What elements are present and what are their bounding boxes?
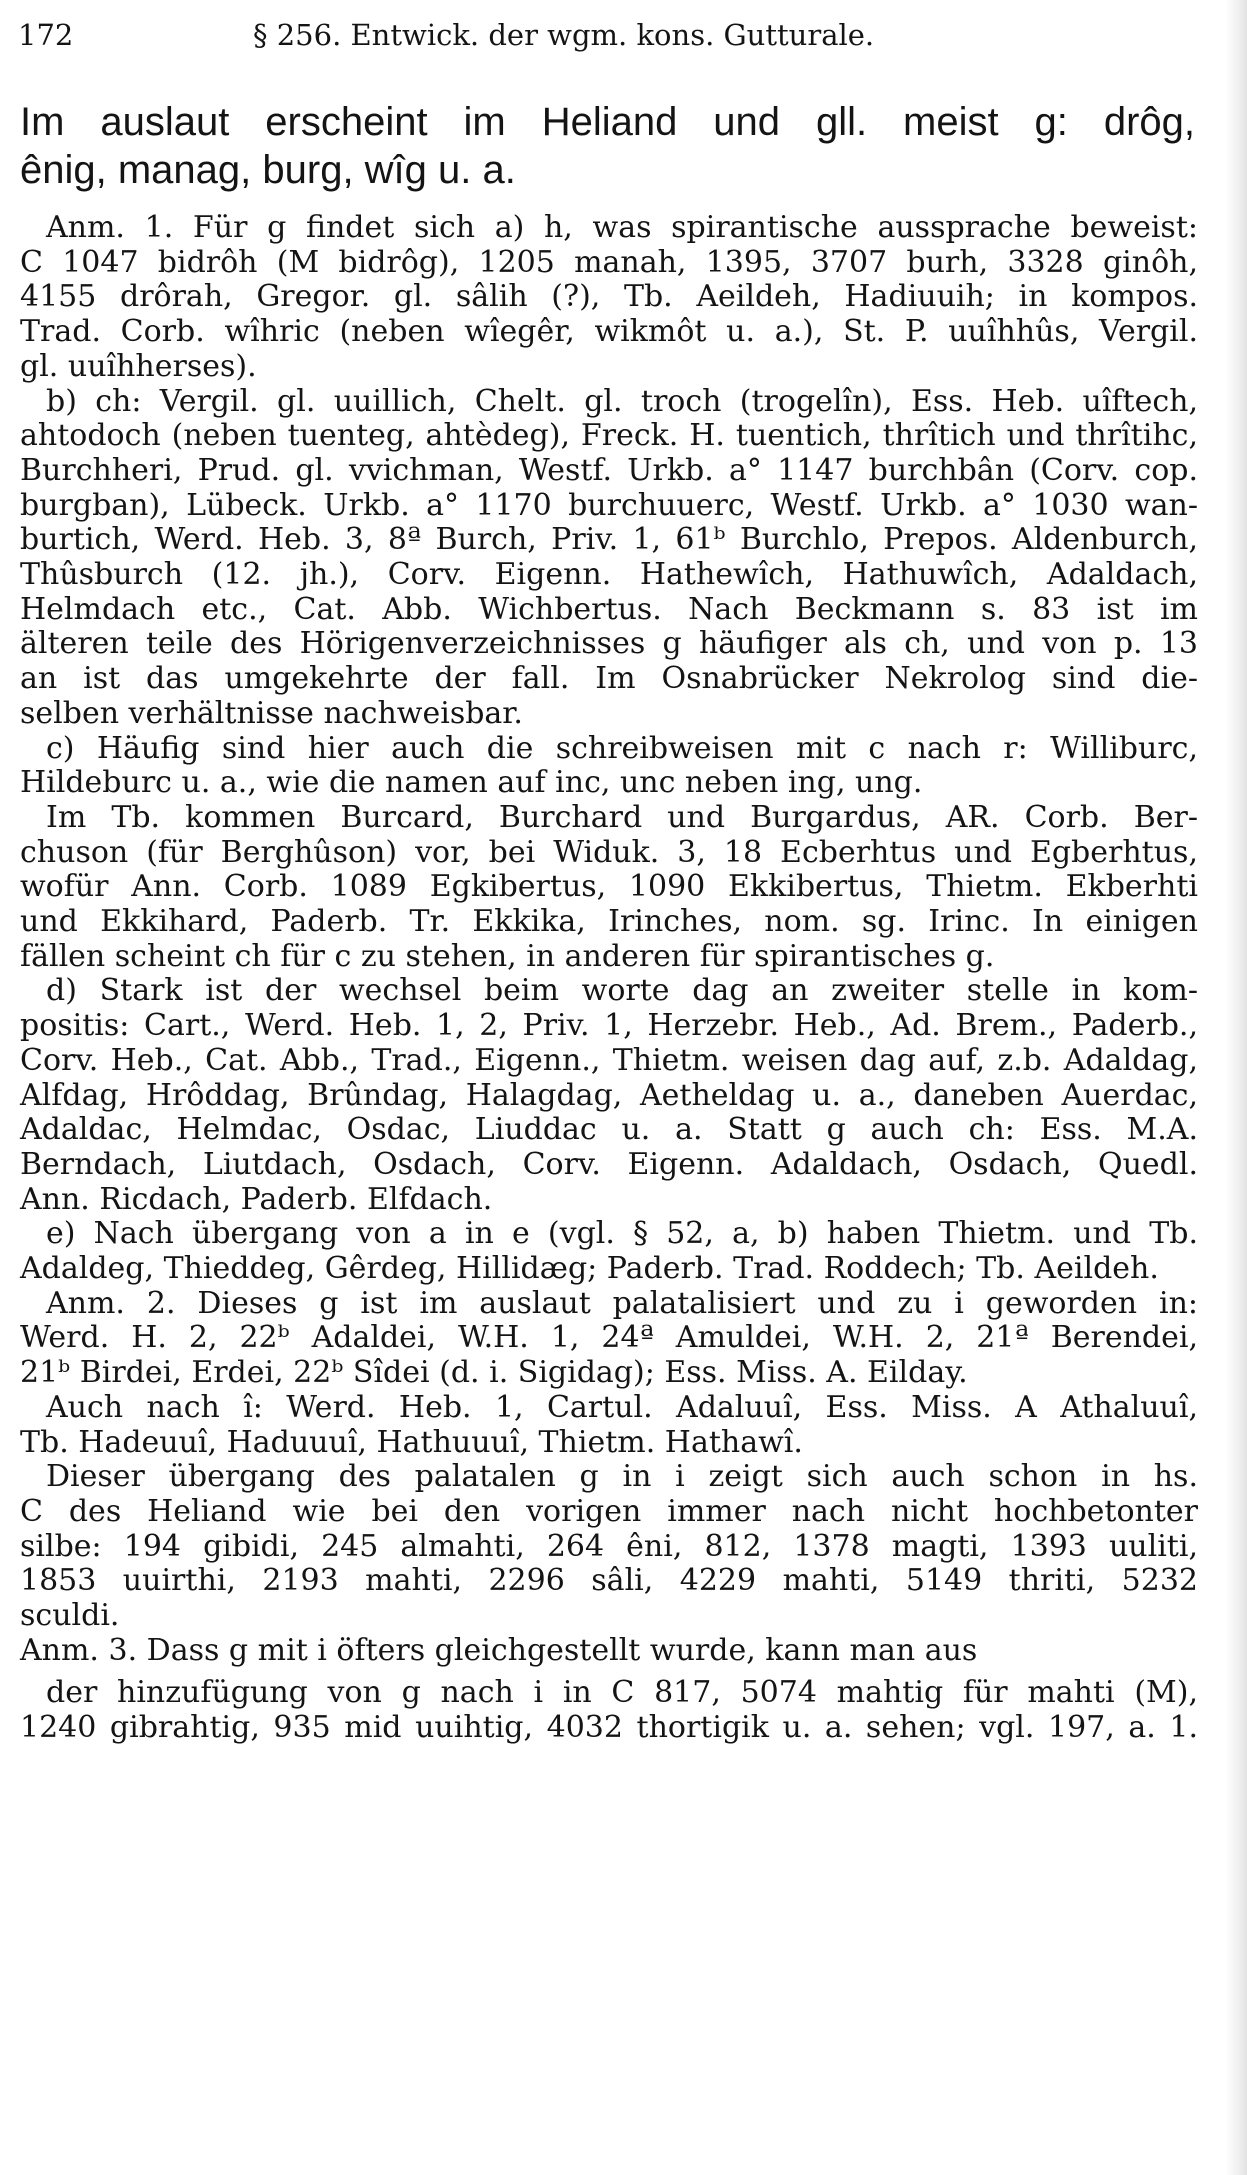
page-number: 172 xyxy=(18,18,74,52)
text-line: fällen scheint ch für c zu stehen, in anderen für spirantisches g. xyxy=(20,939,995,974)
lead-paragraph xyxy=(20,98,1195,194)
text-line: sculdi. xyxy=(20,1598,120,1633)
text-line: Corv. Heb., Cat. Abb., Trad., Eigenn., Thietm. weisen dag auf, z.b. Adaldag, xyxy=(20,1043,1198,1078)
text-line: Anm. 2. Dieses g ist im auslaut palatalisiert und zu i geworden in: xyxy=(46,1286,1198,1321)
text-line: Tb. Hadeuuî, Haduuuî, Hathuuuî, Thietm. Hathawî. xyxy=(20,1425,803,1460)
text-line: 4155 drôrah, Gregor. gl. sâlih (?), Tb. Aeildeh, Hadiuuih; in kompos. xyxy=(20,279,1198,314)
text-line: Helmdach etc., Cat. Abb. Wichbertus. Nach Beckmann s. 83 ist im xyxy=(20,592,1198,627)
text-line: 1240 gibrahtig, 935 mid uuihtig, 4032 thortigik u. a. sehen; vgl. 197, a. 1. xyxy=(20,1710,1198,1745)
text-line: Anm. 3. Dass g mit i öfters gleichgestellt wurde, kann man aus xyxy=(20,1633,978,1668)
lead-line: ênig, manag, burg, wîg u. a. xyxy=(20,148,516,192)
text-line: und Ekkihard, Paderb. Tr. Ekkika, Irinches, nom. sg. Irinc. In einigen xyxy=(20,904,1198,939)
text-line: c) Häufig sind hier auch die schreibweisen mit c nach r: Williburc, xyxy=(46,731,1198,766)
text-line: Burchheri, Prud. gl. vvichman, Westf. Urkb. a° 1147 burchbân (Corv. cop. xyxy=(20,453,1198,488)
text-line: e) Nach übergang von a in e (vgl. § 52, a, b) haben Thietm. und Tb. xyxy=(46,1216,1198,1251)
text-line: Alfdag, Hrôddag, Brûndag, Halagdag, Aetheldag u. a., daneben Auerdac, xyxy=(20,1078,1198,1113)
text-line: chuson (für Berghûson) vor, bei Widuk. 3, 18 Ecberhtus und Egberhtus, xyxy=(20,835,1198,870)
text-line: Thûsburch (12. jh.), Corv. Eigenn. Hathewîch, Hathuwîch, Adaldach, xyxy=(20,557,1198,592)
text-line: b) ch: Vergil. gl. uuillich, Chelt. gl. troch (trogelîn), Ess. Heb. uîftech, xyxy=(46,384,1198,419)
text-line: Werd. H. 2, 22ᵇ Adaldei, W.H. 1, 24ª Amuldei, W.H. 2, 21ª Berendei, xyxy=(20,1320,1198,1355)
text-line: silbe: 194 gibidi, 245 almahti, 264 êni, 812, 1378 magti, 1393 uuliti, xyxy=(20,1529,1198,1564)
text-line: gl. uuîhherses). xyxy=(20,349,257,384)
text-line: Anm. 1. Für g findet sich a) h, was spirantische aussprache beweist: xyxy=(46,210,1198,245)
text-line: C 1047 bidrôh (M bidrôg), 1205 manah, 1395, 3707 burh, 3328 ginôh, xyxy=(20,245,1198,280)
text-line: Trad. Corb. wîhric (neben wîegêr, wikmôt u. a.), St. P. uuîhhûs, Vergil. xyxy=(20,314,1198,349)
lead-line: Im auslaut erscheint im Heliand und gll. meist g: drôg, xyxy=(20,100,1195,144)
text-line: selben verhältnisse nachweisbar. xyxy=(20,696,523,731)
text-line: an ist das umgekehrte der fall. Im Osnabrücker Nekrolog sind die- xyxy=(20,661,1198,696)
running-header: § 256. Entwick. der wgm. kons. Gutturale. xyxy=(253,18,875,52)
text-line: Hildeburc u. a., wie die namen auf inc, unc neben ing, ung. xyxy=(20,765,923,800)
text-line: Adaldac, Helmdac, Osdac, Liuddac u. a. Statt g auch ch: Ess. M.A. xyxy=(20,1112,1198,1147)
text-line: Ann. Ricdach, Paderb. Elfdach. xyxy=(20,1182,493,1217)
page-edge-shadow xyxy=(1225,0,1247,2175)
text-line: ahtodoch (neben tuenteg, ahtèdeg), Freck. H. tuentich, thrîtich und thrîtihc, xyxy=(20,418,1198,453)
text-line: Berndach, Liutdach, Osdach, Corv. Eigenn. Adaldach, Osdach, Quedl. xyxy=(20,1147,1198,1182)
text-line: Auch nach î: Werd. Heb. 1, Cartul. Adaluuî, Ess. Miss. A Athaluuî, xyxy=(46,1390,1198,1425)
text-line: älteren teile des Hörigenverzeichnisses g häufiger als ch, und von p. 13 xyxy=(20,626,1198,661)
text-line: der hinzufügung von g nach i in C 817, 5074 mahtig für mahti (M), xyxy=(46,1675,1198,1710)
text-line: Dieser übergang des palatalen g in i zeigt sich auch schon in hs. xyxy=(46,1459,1198,1494)
text-line: 1853 uuirthi, 2193 mahti, 2296 sâli, 4229 mahti, 5149 thriti, 5232 xyxy=(20,1563,1198,1598)
text-line: Adaldeg, Thieddeg, Gêrdeg, Hillidæg; Paderb. Trad. Roddech; Tb. Aeildeh. xyxy=(20,1251,1159,1286)
text-line: Im Tb. kommen Burcard, Burchard und Burgardus, AR. Corb. Ber- xyxy=(46,800,1198,835)
text-line: burtich, Werd. Heb. 3, 8ª Burch, Priv. 1, 61ᵇ Burchlo, Prepos. Aldenburch, xyxy=(20,522,1198,557)
text-line: positis: Cart., Werd. Heb. 1, 2, Priv. 1, Herzebr. Heb., Ad. Brem., Paderb., xyxy=(20,1008,1198,1043)
text-line: burgban), Lübeck. Urkb. a° 1170 burchuuerc, Westf. Urkb. a° 1030 wan- xyxy=(20,488,1198,523)
text-line: d) Stark ist der wechsel beim worte dag an zweiter stelle in kom- xyxy=(46,973,1198,1008)
text-line: C des Heliand wie bei den vorigen immer nach nicht hochbetonter xyxy=(20,1494,1198,1529)
text-line: wofür Ann. Corb. 1089 Egkibertus, 1090 Ekkibertus, Thietm. Ekberhti xyxy=(20,869,1198,904)
text-line: 21ᵇ Birdei, Erdei, 22ᵇ Sîdei (d. i. Sigidag); Ess. Miss. A. Eilday. xyxy=(20,1355,968,1390)
